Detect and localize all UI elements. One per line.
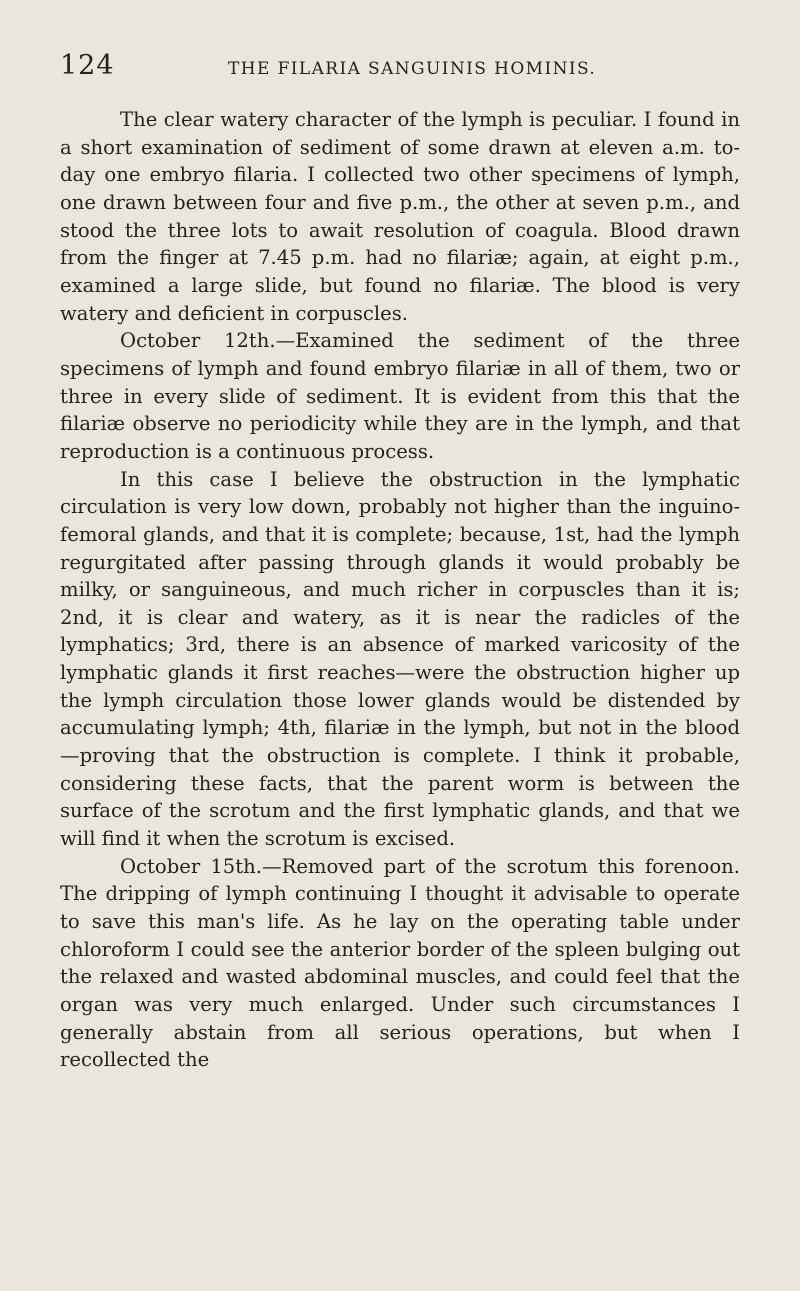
page-number: 124	[60, 50, 115, 81]
running-title: THE FILARIA SANGUINIS HOMINIS.	[228, 59, 597, 79]
paragraph-obstruction-reasoning: In this case I believe the obstruction in the lymphatic circulation is very low down, probably not higher than the inguino-femoral glands, and that it is complete; because, 1st, had the lymph regurgitated after passing through glands it would probably be milky, or sanguineous, and much richer in corpuscles than it is; 2nd, it is clear and watery, as it is near the radicles of the lymphatics; 3rd, there is an absence of marked varicosity of the lymphatic glands it first reaches—were the obstruction higher up the lymph circulation those lower glands would be distended by accumulating lymph; 4th, filariæ in the lymph, but not in the blood—proving that the obstruction is complete. I think it probable, considering these facts, that the parent worm is between the surface of the scrotum and the first lymphatic glands, and that we will find it when the scrotum is excised.	[60, 467, 740, 851]
paragraph-october-12: October 12th.—Examined the sediment of the three specimens of lymph and found embryo filariæ in all of them, two or three in every slide of sediment. It is evident from this that the filariæ observe no periodicity while they are in the lymph, and that reproduction is a continuous process.	[60, 329, 740, 463]
paragraph-october-15: October 15th.—Removed part of the scrotum this forenoon. The dripping of lymph continuing I thought it advisable to operate to save this man's life. As he lay on the operating table under chloroform I could see the anterior border of the spleen bulging out the relaxed and wasted abdominal muscles, and could feel that the organ was very much enlarged. Under such circumstances I generally abstain from all serious operations, but when I recollected the	[60, 854, 740, 1072]
page-header	[60, 51, 740, 91]
body-text	[60, 106, 740, 1074]
paragraph-lymph-observation: The clear watery character of the lymph is peculiar. I found in a short examination of sediment of some drawn at eleven a.m. to-day one embryo filaria. I collected two other specimens of lymph, one drawn between four and five p.m., the other at seven p.m., and stood the three lots to await resolution of coagula. Blood drawn from the finger at 7.45 p.m. had no filariæ; again, at eight p.m., examined a large slide, but found no filariæ. The blood is very watery and deficient in corpuscles.	[60, 108, 740, 325]
